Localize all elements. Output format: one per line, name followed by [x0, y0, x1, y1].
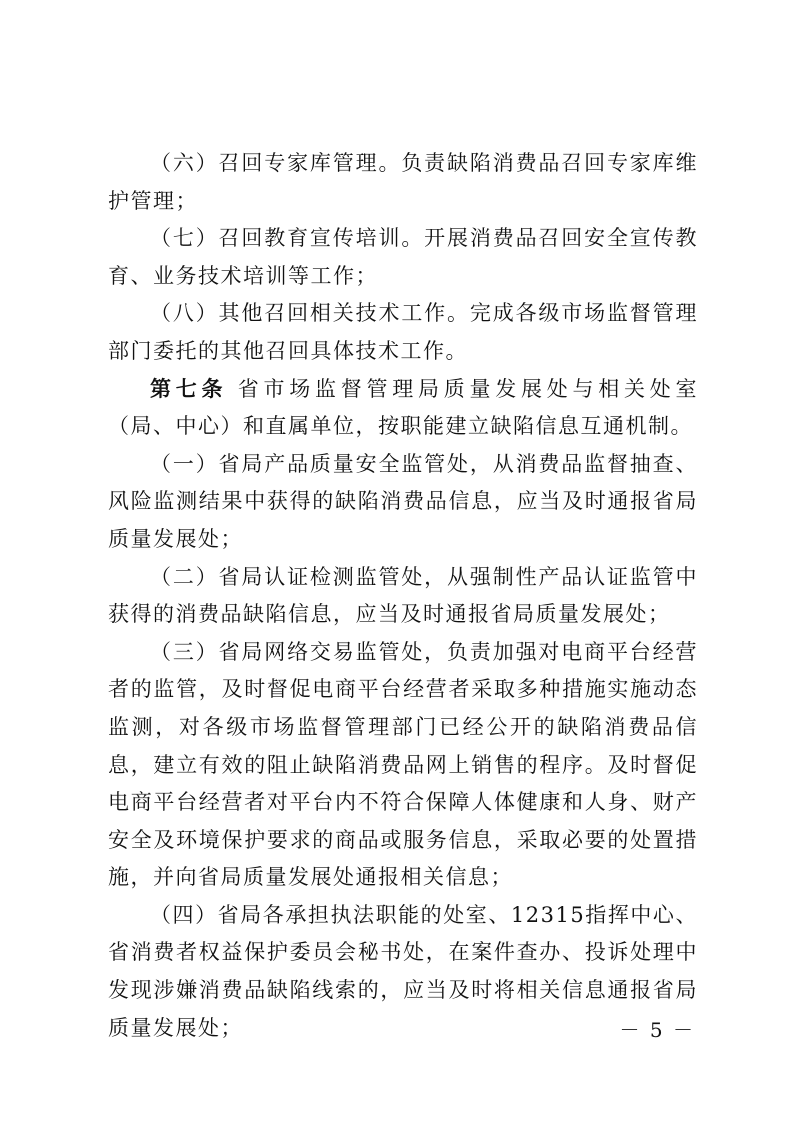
paragraph-sub-3: （三）省局网络交易监管处，负责加强对电商平台经营者的监管，及时督促电商平台经营者采取多种措施实施动态监测，对各级市场监督管理部门已经公开的缺陷消费品信息，建立有效的阻止缺陷消费品网上销售的程序。及时督促电商平台经营者对平台内不符合保障人体健康和人身、财产安全及环境保护要求的商品或服务信息，采取必要的处置措施，并向省局质量发展处通报相关信息；	[108, 639, 698, 890]
article-7-text: 省市场监督管理局质量发展处与相关处室（局、中心）和直属单位，按职能建立缺陷信息互通机制。	[108, 376, 698, 439]
paragraph-sub-4: （四）省局各承担执法职能的处室、12315指挥中心、省消费者权益保护委员会秘书处，在案件查办、投诉处理中发现涉嫌消费品缺陷线索的，应当及时将相关信息通报省局质量发展处；	[108, 902, 698, 1040]
document-body	[108, 145, 698, 1047]
paragraph-item-8: （八）其他召回相关技术工作。完成各级市场监督管理部门委托的其他召回具体技术工作。	[108, 301, 698, 363]
paragraph-item-7: （七）召回教育宣传培训。开展消费品召回安全宣传教育、业务技术培训等工作；	[108, 226, 698, 288]
paragraph-sub-2: （二）省局认证检测监管处，从强制性产品认证监管中获得的消费品缺陷信息，应当及时通报省局质量发展处；	[108, 564, 698, 627]
paragraph-sub-1: （一）省局产品质量安全监管处，从消费品监督抽查、风险监测结果中获得的缺陷消费品信息，应当及时通报省局质量发展处；	[108, 451, 698, 551]
article-label: 第七条	[150, 376, 228, 401]
page-number: － 5 －	[619, 1018, 695, 1042]
article-7-paragraph	[108, 371, 698, 446]
paragraph-item-6: （六）召回专家库管理。负责缺陷消费品召回专家库维护管理；	[108, 151, 698, 213]
